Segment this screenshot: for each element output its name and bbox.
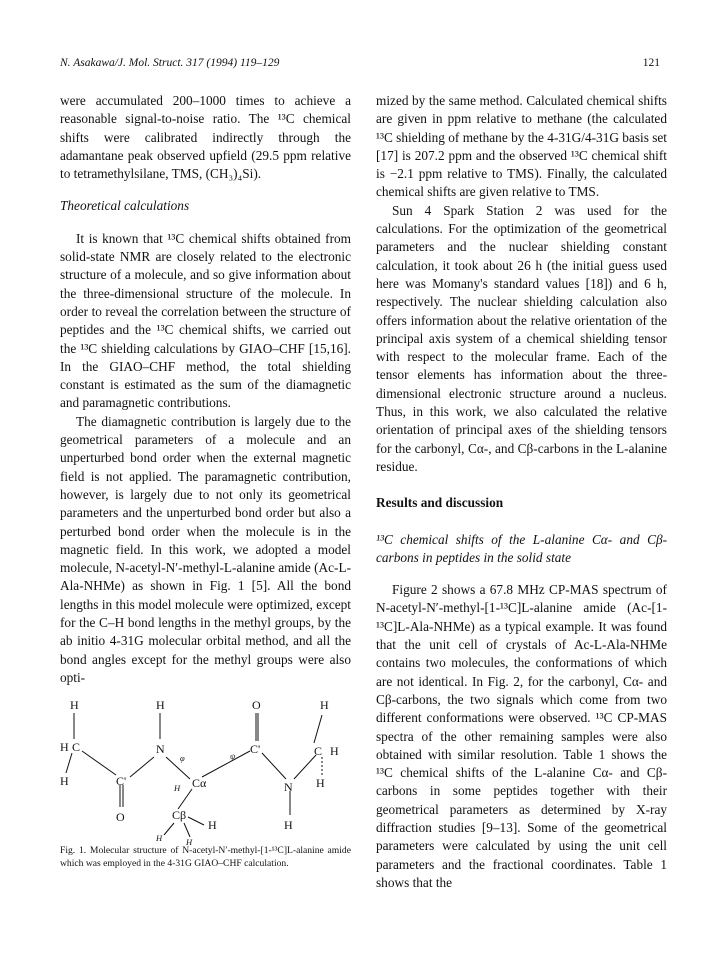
atom-label: H xyxy=(316,776,325,791)
torsion-label: φ xyxy=(180,753,185,764)
molecular-structure-diagram xyxy=(60,695,351,845)
atom-label: H xyxy=(156,833,163,844)
atom-label: C' xyxy=(116,774,127,789)
paragraph: were accumulated 200–1000 times to achieve a reasonable signal-to-noise ratio. The ¹³C chemical shifts were calibrated indirectly through the adamantane peak observed upfield (29.5 ppm relative to tetramethylsilane, TMS, (CH₃)₄Si). xyxy=(60,93,351,182)
page-number: 121 xyxy=(642,57,660,69)
atom-label: H xyxy=(320,698,329,713)
atom-label: H xyxy=(208,818,217,833)
paragraph: The diamagnetic contribution is largely due to the geometrical parameters of a molecule and an unperturbed bond order when the external magnetic field is not applied. The paramagnetic contribution, however, is largely due to not only its geometrical parameters and the unperturbed bond order but also a perturbed bond order when the molecule is in the magnetic field. In this work, we adopted a model molecule, N-acetyl-N′-methyl-L-alanine amide (Ac-L-Ala-NHMe) as shown in Fig. 1 [5]. All the bond lengths in this model molecule were optimized, except for the C–H bond lengths in the methyl groups, by the ab initio 4-31G molecular orbital method, and all the bond angles except for the methyl groups were also opti- xyxy=(60,413,351,685)
section-heading: Results and discussion xyxy=(376,495,504,511)
right-column xyxy=(376,92,667,892)
atom-label: C' xyxy=(250,742,261,757)
paragraph: Sun 4 Spark Station 2 was used for the calculations. For the optimization of the geometrical parameters and the nuclear shielding constant calculation, it took about 26 h (the initial guess used here was Momany's standard values [18]) and 6 h, respectively. The nuclear shielding calculation also offers information about the relative orientation of the principal axis system of a chemical shielding tensor with respect to the molecular frame. Each of the tensor elements has information about the three-dimensional electronic structure around a nucleus. Thus, in this work, we also calculated the relative orientation of principal axes of the shielding tensors for the carbonyl, Cα-, and Cβ-carbons in the L-alanine residue. xyxy=(376,202,667,474)
atom-label: H xyxy=(330,744,339,759)
subheading: ¹³C chemical shifts of the L-alanine Cα- and Cβ-carbons in peptides in the solid state xyxy=(376,531,667,565)
atom-label: H xyxy=(284,818,293,833)
atom-label: C xyxy=(314,744,323,759)
atom-label: Cα xyxy=(192,776,207,791)
atom-label: H xyxy=(60,740,69,755)
paragraph: It is known that ¹³C chemical shifts obtained from solid-state NMR are closely related to the electronic structure of a molecule, and so give information about the three-dimensional structure of the molecule. In order to reveal the correlation between the structure of peptides and the ¹³C chemical shifts, we carried out the ¹³C shielding calculations by GIAO–CHF [15,16]. In the GIAO–CHF method, the total shielding constant is estimated as the sum of the diamagnetic and paramagnetic contributions. xyxy=(60,230,351,411)
figure-caption: Fig. 1. Molecular structure of N-acetyl-N′-methyl-[1-¹³C]L-alanine amide which was employed in the 4-31G GIAO–CHF calculation. xyxy=(60,845,351,869)
atom-label: H xyxy=(174,783,181,794)
atom-label: H xyxy=(70,698,79,713)
left-column xyxy=(60,92,351,870)
atom-label: C xyxy=(72,740,81,755)
atom-label: Cβ xyxy=(172,808,187,823)
atom-label: O xyxy=(252,698,261,713)
paragraph: Figure 2 shows a 67.8 MHz CP-MAS spectrum of N-acetyl-N′-methyl-[1-¹³C]L-alanine amide (Ac-[1-¹³C]L-Ala-NHMe) as a typical example. It was found that the unit cell of crystals of Ac-L-Ala-NHMe contains two molecules, the conformations of which are not identical. In Fig. 2, for the carbonyl, Cα- and Cβ-carbons, the two signals which come from two different conformations were observed. ¹³C CP-MAS spectra of the other remaining samples were also obtained with similar resolution. Table 1 shows the ¹³C chemical shifts of the L-alanine Cα- and Cβ-carbons in some peptides together with their geometrical parameters as determined by X-ray diffraction studies [9–13]. Some of the geometrical parameters were calculated by using the unit cell parameters and the fractional coordinates. Table 1 shows that the xyxy=(376,582,667,890)
molecule-figure xyxy=(60,695,351,845)
atom-label: N xyxy=(156,742,165,757)
paragraph: mized by the same method. Calculated chemical shifts are given in ppm relative to methane (the calculated ¹³C shielding of methane by the 4-31G/4-31G basis set [17] is 207.2 ppm and the observed ¹³C chemical shift is −2.1 ppm relative to TMS). Finally, the calculated chemical shifts are given relative to TMS. xyxy=(376,93,667,200)
atom-label: O xyxy=(116,810,125,825)
subheading: Theoretical calculations xyxy=(60,198,190,214)
atom-label: H xyxy=(156,698,165,713)
running-header: N. Asakawa/J. Mol. Struct. 317 (1994) 119–129 xyxy=(60,57,280,69)
atom-label: H xyxy=(186,837,193,846)
torsion-label: ψ xyxy=(230,751,236,762)
atom-label: H xyxy=(60,774,69,789)
atom-label: N xyxy=(284,780,293,795)
